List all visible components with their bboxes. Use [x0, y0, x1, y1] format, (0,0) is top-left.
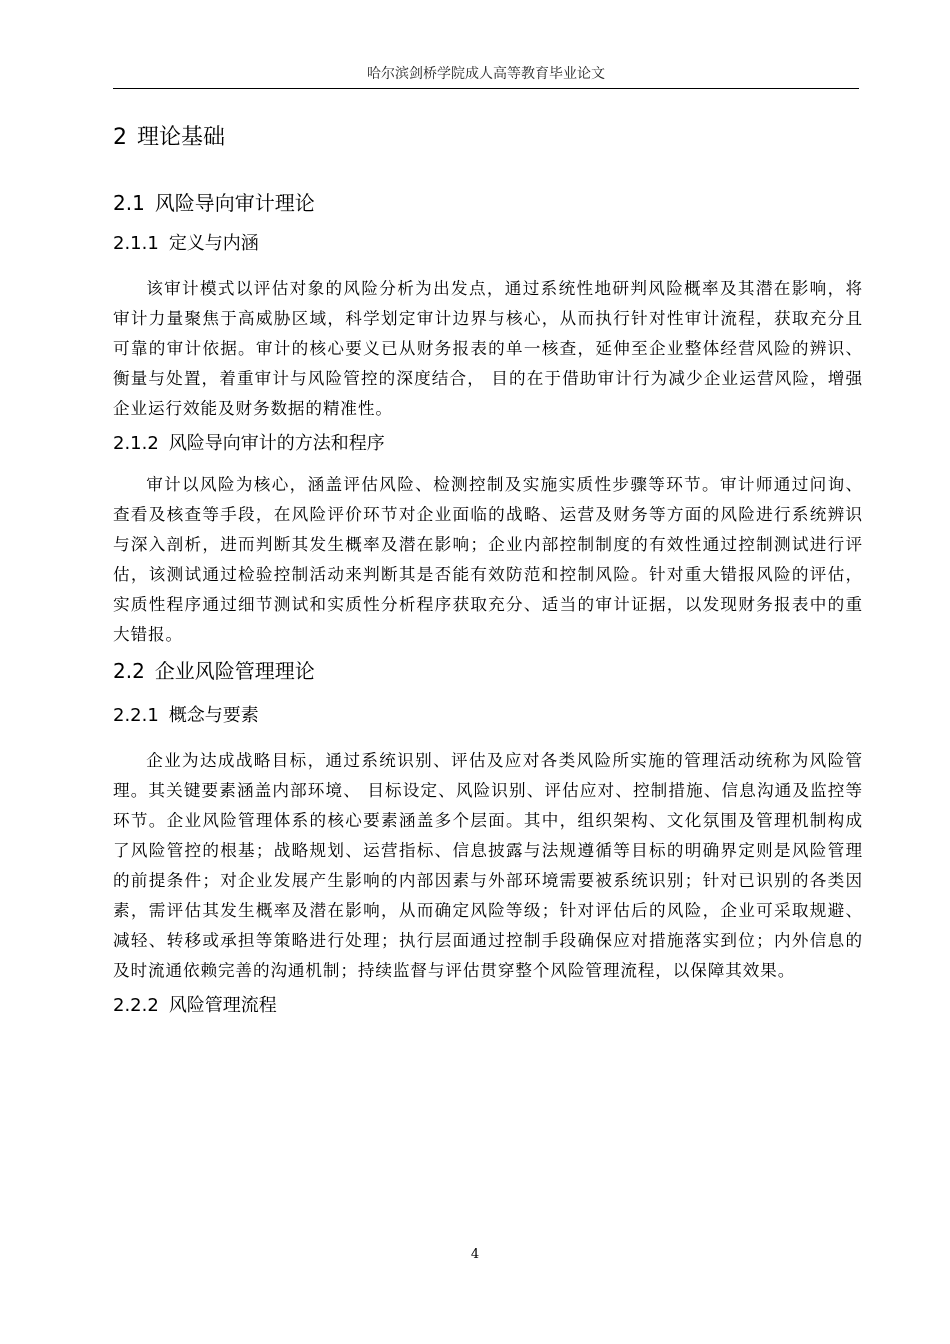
- subsection-heading-2-2-2: [113, 992, 863, 1036]
- paragraph-2-1-1: 该审计模式以评估对象的风险分析为出发点，通过系统性地研判风险概率及其潜在影响，将审计力量聚焦于高威胁区域，科学划定审计边界与核心，从而执行针对性审计流程，获取充分且可靠的审计依据。审计的核心要义已从财务报表的单一核查，延伸至企业整体经营风险的辨识、衡量与处置，着重审计与风险管控的深度结合， 目的在于借助审计行为减少企业运营风险，增强企业运行效能及财务数据的精准性。: [113, 279, 863, 418]
- section-title: 风险导向审计理论: [154, 191, 315, 215]
- subsection-heading-2-1-2: [113, 430, 863, 470]
- subsection-number: 2.2.1: [113, 705, 159, 726]
- section-heading-2-2: [113, 656, 863, 696]
- chapter-number: 2: [113, 125, 127, 150]
- section-number: 2.2: [113, 659, 145, 683]
- section-heading-2-1: [113, 188, 863, 224]
- subsection-number: 2.1.2: [113, 433, 159, 454]
- subsection-heading-2-1-1: [113, 224, 863, 274]
- chapter-title: 理论基础: [137, 125, 226, 150]
- subsection-number: 2.1.1: [113, 233, 159, 254]
- running-header: 哈尔滨剑桥学院成人高等教育毕业论文: [367, 66, 605, 82]
- header-divider: [113, 88, 859, 89]
- subsection-number: 2.2.2: [113, 995, 159, 1016]
- page-body: [113, 108, 863, 1036]
- subsection-title: 概念与要素: [168, 705, 259, 726]
- subsection-heading-2-2-1: [113, 696, 863, 746]
- subsection-title: 风险管理流程: [168, 995, 277, 1016]
- subsection-title: 风险导向审计的方法和程序: [168, 433, 385, 454]
- section-title: 企业风险管理理论: [154, 659, 315, 683]
- section-number: 2.1: [113, 191, 145, 215]
- chapter-heading: [113, 122, 863, 174]
- paragraph-2-1-2: 审计以风险为核心，涵盖评估风险、检测控制及实施实质性步骤等环节。审计师通过问询、查看及核查等手段，在风险评价环节对企业面临的战略、运营及财务等方面的风险进行系统辨识与深入剖析，进而判断其发生概率及潜在影响；企业内部控制制度的有效性通过控制测试进行评估，该测试通过检验控制活动来判断其是否能有效防范和控制风险。针对重大错报风险的评估，实质性程序通过细节测试和实质性分析程序获取充分、适当的审计证据，以发现财务报表中的重大错报。: [113, 475, 863, 644]
- paragraph-2-2-1: 企业为达成战略目标，通过系统识别、评估及应对各类风险所实施的管理活动统称为风险管理。其关键要素涵盖内部环境、 目标设定、风险识别、评估应对、控制措施、信息沟通及监控等环节。企业风险管理体系的核心要素涵盖多个层面。其中，组织架构、文化氛围及管理机制构成了风险管控的根基；战略规划、运营指标、信息披露与法规遵循等目标的明确界定则是风险管理的前提条件；对企业发展产生影响的内部因素与外部环境需要被系统识别；针对已识别的各类因素，需评估其发生概率及潜在影响，从而确定风险等级；针对评估后的风险，企业可采取规避、减轻、转移或承担等策略进行处理；执行层面通过控制手段确保应对措施落实到位；内外信息的及时流通依赖完善的沟通机制；持续监督与评估贯穿整个风险管理流程，以保障其效果。: [113, 751, 863, 980]
- subsection-title: 定义与内涵: [168, 233, 259, 254]
- page-number: 4: [470, 1247, 480, 1262]
